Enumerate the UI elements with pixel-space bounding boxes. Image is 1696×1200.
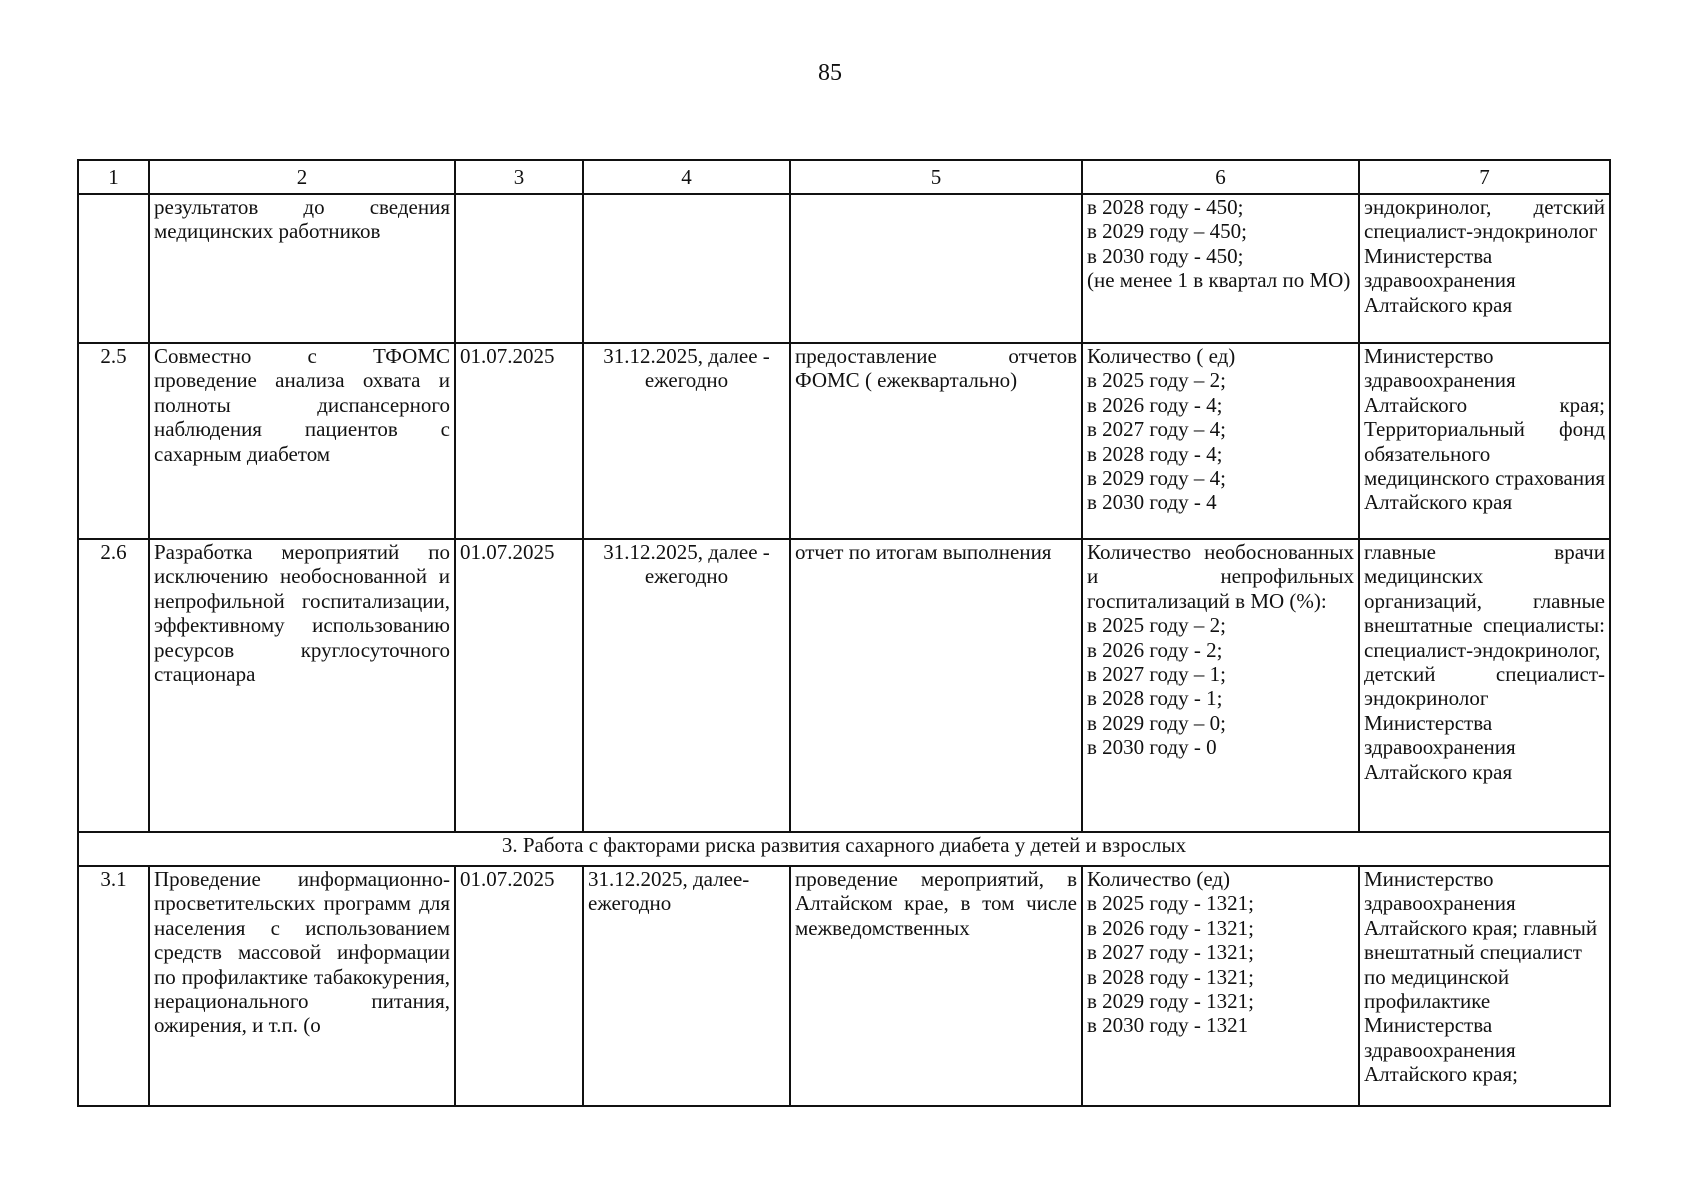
end-date-cell: 31.12.2025, далее - ежегодно [583, 539, 790, 832]
responsible-cell: эндокринолог, детский специалист-эндокринолог Министерства здравоохранения Алтайского края [1359, 194, 1610, 343]
indicator-line: в 2028 году - 1321; [1087, 964, 1254, 989]
indicator-line: Количество необоснованных и непрофильных госпитализаций в МО (%): [1087, 540, 1354, 613]
result-cell [790, 194, 1082, 343]
indicator-cell [1082, 539, 1359, 832]
end-date-cell: 31.12.2025, далее - ежегодно [583, 343, 790, 539]
table-row [78, 194, 1610, 343]
column-header-1: 1 [78, 160, 149, 194]
result-cell: проведение мероприятий, в Алтайском крае, в том числе межведомственных [790, 866, 1082, 1106]
page-number: 85 [818, 60, 842, 86]
row-number: 3.1 [78, 866, 149, 1106]
indicator-cell [1082, 866, 1359, 1106]
indicator-line: Количество ( ед) [1087, 344, 1236, 368]
indicator-line: в 2030 году - 450; [1087, 243, 1244, 268]
header-row [78, 160, 1610, 194]
indicator-line: в 2025 году - 1321; [1087, 891, 1254, 916]
indicator-line: в 2028 году - 1; [1087, 686, 1223, 711]
start-date-cell: 01.07.2025 [455, 866, 583, 1106]
section-title: 3. Работа с факторами риска развития сахарного диабета у детей и взрослых [78, 832, 1610, 866]
row-number: 2.5 [78, 343, 149, 539]
indicator-line: в 2029 году – 450; [1087, 219, 1247, 244]
indicator-line: в 2025 году – 2; [1087, 368, 1226, 393]
indicator-line: в 2026 году - 1321; [1087, 915, 1254, 940]
column-header-2: 2 [149, 160, 455, 194]
indicator-line: в 2028 году - 4; [1087, 441, 1223, 466]
responsible-cell: Министерство здравоохранения Алтайского края; Территориальный фонд обязательного медицинского страхования Алтайского края [1359, 343, 1610, 539]
activity-cell: Проведение информационно-просветительских программ для населения с использованием средств массовой информации по профилактике табакокурения, нерационального питания, ожирения, и т.п. (о [149, 866, 455, 1106]
column-header-3: 3 [455, 160, 583, 194]
indicator-line: в 2029 году - 1321; [1087, 989, 1254, 1014]
indicator-line: в 2025 году – 2; [1087, 613, 1226, 638]
indicator-line: (не менее 1 в квартал по МО) [1087, 268, 1351, 293]
column-header-7: 7 [1359, 160, 1610, 194]
indicator-line: в 2027 году - 1321; [1087, 940, 1254, 965]
column-header-5: 5 [790, 160, 1082, 194]
indicator-line: Количество (ед) [1087, 867, 1231, 891]
responsible-cell: главные врачи медицинских организаций, главные внештатные специалисты: специалист-эндокринолог, детский специалист-эндокринолог Министерства здравоохранения Алтайского края [1359, 539, 1610, 832]
table-row [78, 539, 1610, 832]
end-date-cell [583, 194, 790, 343]
table-row [78, 866, 1610, 1106]
indicator-line: в 2029 году – 4; [1087, 466, 1226, 491]
indicator-line: в 2027 году – 4; [1087, 417, 1226, 442]
indicator-line: в 2030 году - 4 [1087, 490, 1217, 515]
column-header-4: 4 [583, 160, 790, 194]
indicator-line: в 2026 году - 4; [1087, 392, 1223, 417]
indicator-cell [1082, 194, 1359, 343]
table-row [78, 343, 1610, 539]
indicator-cell [1082, 343, 1359, 539]
section-row [78, 832, 1610, 866]
indicator-line: в 2028 году - 450; [1087, 195, 1244, 219]
row-number [78, 194, 149, 343]
indicator-line: в 2030 году - 0 [1087, 735, 1217, 760]
indicator-line: в 2030 году - 1321 [1087, 1013, 1249, 1038]
responsible-cell: Министерство здравоохранения Алтайского края; главный внештатный специалист по медицинской профилактике Министерства здравоохранения Алтайского края; [1359, 866, 1610, 1106]
start-date-cell [455, 194, 583, 343]
result-cell: предоставление отчетов ФОМС ( ежеквартально) [790, 343, 1082, 539]
column-header-6: 6 [1082, 160, 1359, 194]
indicator-line: в 2029 году – 0; [1087, 710, 1226, 735]
activity-cell: Совместно с ТФОМС проведение анализа охвата и полноты диспансерного наблюдения пациентов с сахарным диабетом [149, 343, 455, 539]
end-date-cell: 31.12.2025, далее-ежегодно [583, 866, 790, 1106]
start-date-cell: 01.07.2025 [455, 343, 583, 539]
activity-cell: Разработка мероприятий по исключению необоснованной и непрофильной госпитализации, эффективному использованию ресурсов круглосуточного стационара [149, 539, 455, 832]
activity-cell: результатов до сведения медицинских работников [149, 194, 455, 343]
row-number: 2.6 [78, 539, 149, 832]
start-date-cell: 01.07.2025 [455, 539, 583, 832]
indicator-line: в 2026 году - 2; [1087, 637, 1223, 662]
result-cell: отчет по итогам выполнения [790, 539, 1082, 832]
indicator-line: в 2027 году – 1; [1087, 662, 1226, 687]
plan-table [77, 159, 1611, 1107]
